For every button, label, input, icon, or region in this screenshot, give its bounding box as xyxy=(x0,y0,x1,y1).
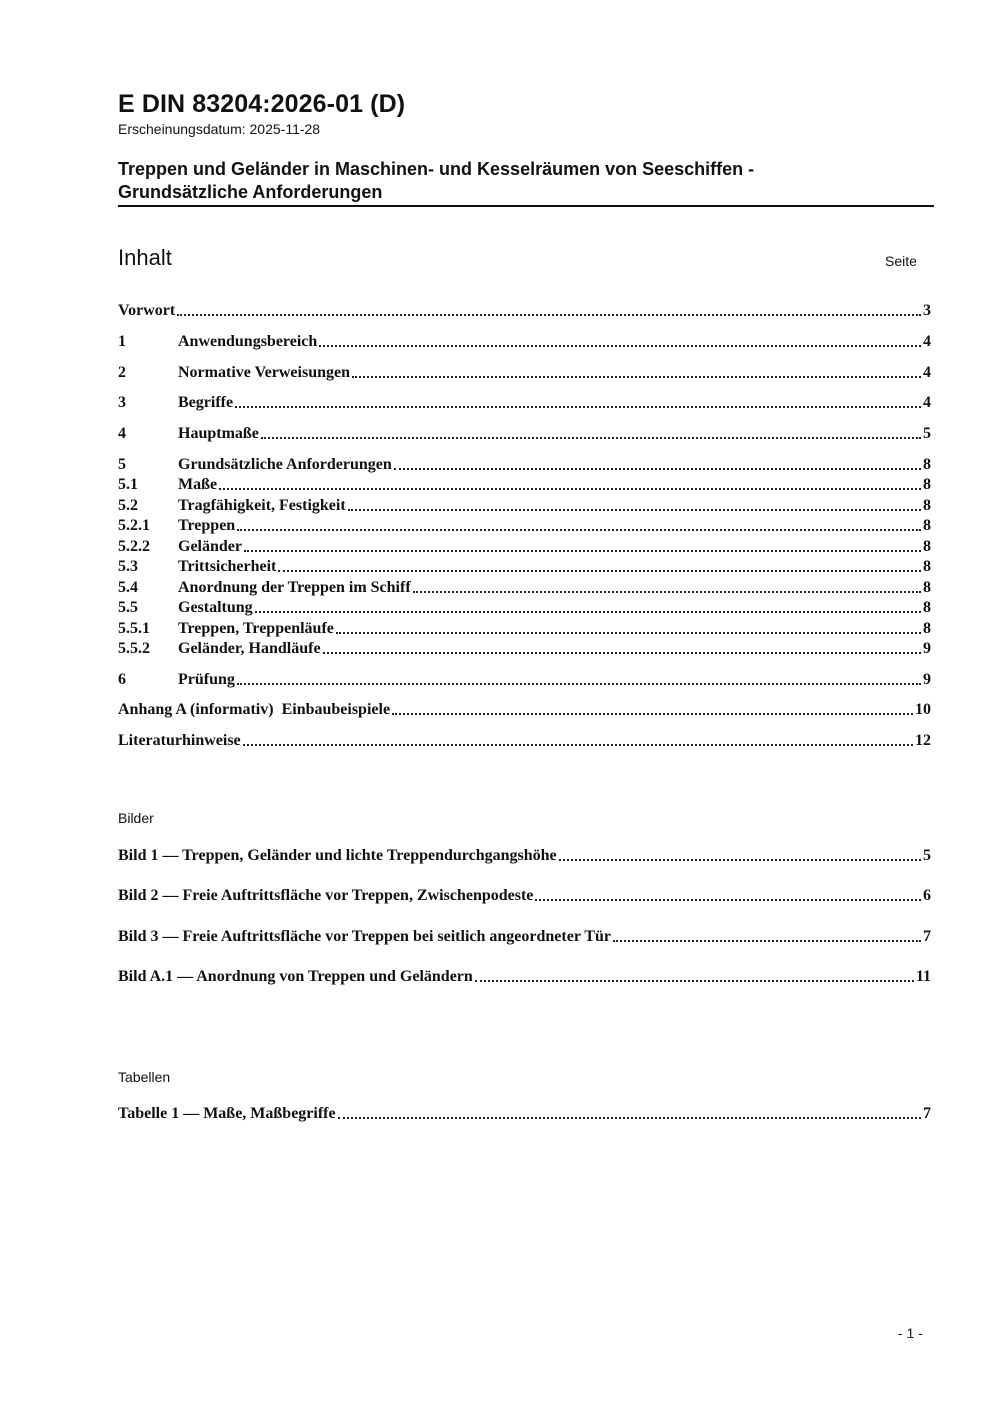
toc-entry-label: Treppen, Treppenläufe xyxy=(178,620,334,637)
toc-entry-label: Vorwort xyxy=(118,302,176,319)
toc-entry-page: 8 xyxy=(923,517,931,534)
toc-entry-page: 9 xyxy=(923,640,931,657)
toc-entry-page: 12 xyxy=(915,732,931,749)
toc-entry-label: Anhang A (informativ) Einbaubeispiele xyxy=(118,701,391,718)
toc-entry-label: Anordnung der Treppen im Schiff xyxy=(178,579,411,596)
toc-entry-label: Geländer, Handläufe xyxy=(178,640,321,657)
figure-entry-label: Bild A.1 — Anordnung von Treppen und Geländern xyxy=(118,968,473,985)
toc-entry[interactable] xyxy=(118,639,931,659)
toc-heading: Inhalt xyxy=(118,245,172,270)
leader-dots xyxy=(392,713,913,715)
leader-dots xyxy=(348,509,921,511)
tables-heading: Tabellen xyxy=(118,1069,171,1085)
toc-entry-number: 5.1 xyxy=(118,476,138,493)
toc-entry-label: Begriffe xyxy=(178,394,234,411)
leader-dots xyxy=(261,437,921,439)
figure-entry[interactable] xyxy=(118,886,931,906)
toc-entry-page: 8 xyxy=(923,476,931,493)
leader-dots xyxy=(278,570,921,572)
toc-entry[interactable] xyxy=(118,670,931,690)
figure-entry-label: Bild 2 — Freie Auftrittsfläche vor Treppen, Zwischenpodeste xyxy=(118,887,534,904)
leader-dots xyxy=(352,376,921,378)
title-line-1: Treppen und Geländer in Maschinen- und Kesselräumen von Seeschiffen - xyxy=(118,159,755,179)
toc-entry-page: 8 xyxy=(923,558,931,575)
toc-entry-label: Treppen xyxy=(178,517,236,534)
leader-dots xyxy=(413,591,921,593)
toc-entry[interactable] xyxy=(118,424,931,444)
toc-entry-page: 5 xyxy=(923,425,931,442)
toc-entry-page: 8 xyxy=(923,497,931,514)
toc-entry-label: Prüfung xyxy=(178,671,235,688)
leader-dots xyxy=(613,940,921,942)
toc-entry-number: 5 xyxy=(118,456,126,473)
toc-entry-label: Geländer xyxy=(178,538,242,555)
leader-dots xyxy=(237,529,921,531)
toc-entry-number: 5.5.1 xyxy=(118,620,150,637)
toc-entry-number: 5.2.1 xyxy=(118,517,150,534)
toc-entry-label: Maße xyxy=(178,476,218,493)
leader-dots xyxy=(243,744,913,746)
toc-entry[interactable] xyxy=(118,516,931,536)
figure-entry-label: Bild 1 — Treppen, Geländer und lichte Treppendurchgangshöhe xyxy=(118,847,557,864)
toc-entry[interactable] xyxy=(118,598,931,618)
figure-entry[interactable] xyxy=(118,927,931,947)
toc-entry[interactable] xyxy=(118,393,931,413)
toc-entry[interactable] xyxy=(118,363,931,383)
figure-entry-page: 5 xyxy=(923,847,931,864)
figure-entry-label: Bild 3 — Freie Auftrittsfläche vor Treppen bei seitlich angeordneter Tür xyxy=(118,928,612,945)
toc-entry[interactable] xyxy=(118,301,931,321)
page-number: - 1 - xyxy=(898,1325,923,1341)
figures-heading: Bilder xyxy=(118,810,154,826)
toc-entry-page: 4 xyxy=(923,333,931,350)
toc-entry[interactable] xyxy=(118,578,931,598)
toc-entry-number: 5.2.2 xyxy=(118,538,150,555)
toc-entry-number: 5.2 xyxy=(118,497,138,514)
toc-entry-page: 4 xyxy=(923,364,931,381)
toc-entry-page: 8 xyxy=(923,620,931,637)
toc-entry-label: Hauptmaße xyxy=(178,425,259,442)
toc-entry[interactable] xyxy=(118,332,931,352)
toc-entry-label: Grundsätzliche Anforderungen xyxy=(178,456,392,473)
leader-dots xyxy=(255,611,921,613)
figure-entry-page: 11 xyxy=(915,968,931,985)
leader-dots xyxy=(235,406,921,408)
leader-dots xyxy=(559,859,921,861)
leader-dots xyxy=(237,683,921,685)
toc-entry-number: 5.4 xyxy=(118,579,138,596)
toc-entry-number: 3 xyxy=(118,394,126,411)
title-divider xyxy=(118,205,934,207)
toc-entry-number: 4 xyxy=(118,425,126,442)
toc-entry[interactable] xyxy=(118,475,931,495)
toc-entry-label: Anwendungsbereich xyxy=(178,333,318,350)
leader-dots xyxy=(244,550,921,552)
toc-entry[interactable] xyxy=(118,557,931,577)
toc-entry-label: Normative Verweisungen xyxy=(178,364,350,381)
figure-entry[interactable] xyxy=(118,846,931,866)
toc-entry[interactable] xyxy=(118,496,931,516)
leader-dots xyxy=(535,899,921,901)
document-title xyxy=(118,158,918,204)
toc-entry-label: Gestaltung xyxy=(178,599,253,616)
toc-entry-page: 9 xyxy=(923,671,931,688)
title-line-2: Grundsätzliche Anforderungen xyxy=(118,182,383,202)
toc-entry-number: 2 xyxy=(118,364,126,381)
page-column-label: Seite xyxy=(885,253,917,269)
table-entry-label: Tabelle 1 — Maße, Maßbegriffe xyxy=(118,1105,336,1122)
leader-dots xyxy=(338,1117,921,1119)
toc-entry-page: 4 xyxy=(923,394,931,411)
toc-entry[interactable] xyxy=(118,700,931,720)
leader-dots xyxy=(323,652,921,654)
toc-entry-label: Trittsicherheit xyxy=(178,558,277,575)
toc-entry-page: 8 xyxy=(923,538,931,555)
toc-entry-label: Literaturhinweise xyxy=(118,732,241,749)
document-id: E DIN 83204:2026-01 (D) xyxy=(118,90,406,118)
leader-dots xyxy=(394,468,921,470)
toc-entry[interactable] xyxy=(118,619,931,639)
toc-entry-page: 8 xyxy=(923,599,931,616)
leader-dots xyxy=(475,980,914,982)
table-entry-page: 7 xyxy=(923,1105,931,1122)
toc-entry-number: 6 xyxy=(118,671,126,688)
leader-dots xyxy=(319,345,921,347)
toc-entry[interactable] xyxy=(118,455,931,475)
leader-dots xyxy=(177,314,921,316)
toc-entry-page: 3 xyxy=(923,302,931,319)
release-date: Erscheinungsdatum: 2025-11-28 xyxy=(118,121,321,137)
figure-entry[interactable] xyxy=(118,967,931,987)
toc-entry-page: 8 xyxy=(923,456,931,473)
figure-entry-page: 6 xyxy=(923,887,931,904)
toc-entry-number: 1 xyxy=(118,333,126,350)
leader-dots xyxy=(336,632,921,634)
leader-dots xyxy=(219,488,921,490)
toc-entry[interactable] xyxy=(118,537,931,557)
toc-entry[interactable] xyxy=(118,731,931,751)
toc-entry-number: 5.3 xyxy=(118,558,138,575)
toc-entry-page: 8 xyxy=(923,579,931,596)
figure-entry-page: 7 xyxy=(923,928,931,945)
toc-entry-number: 5.5.2 xyxy=(118,640,150,657)
toc-entry-label: Tragfähigkeit, Festigkeit xyxy=(178,497,346,514)
table-entry[interactable] xyxy=(118,1104,931,1124)
toc-entry-number: 5.5 xyxy=(118,599,138,616)
toc-entry-page: 10 xyxy=(915,701,931,718)
